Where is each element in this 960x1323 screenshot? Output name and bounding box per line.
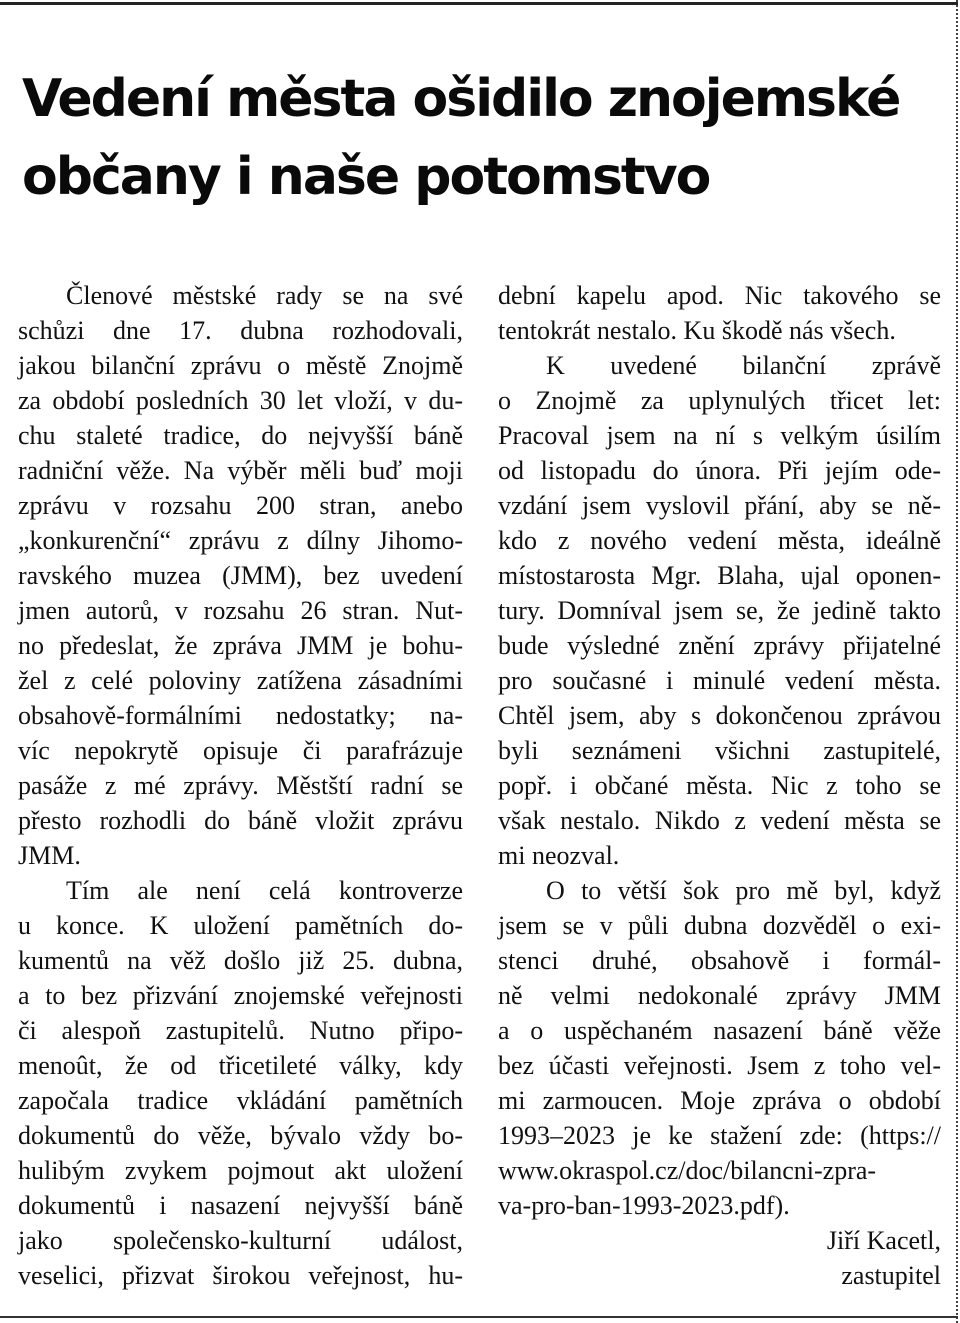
text-line: no předeslat, že zpráva JMM je bohu- [18, 631, 463, 660]
text-line: žel z celé poloviny zatížena zásadními [18, 666, 463, 695]
text-line: dokumentů do věže, bývalo vždy bo- [18, 1121, 463, 1150]
bottom-border-rule [0, 1316, 958, 1318]
top-border-rule [0, 2, 958, 5]
text-line: ravského muzea (JMM), bez uvedení [18, 561, 463, 590]
article-headline [22, 60, 942, 216]
text-line: menoût, že od třicetileté války, kdy [18, 1051, 463, 1080]
text-line: jmen autorů, v rozsahu 26 stran. Nut- [18, 596, 463, 625]
text-line: JMM. [18, 841, 81, 870]
text-line: mi zarmoucen. Moje zpráva o období [498, 1086, 941, 1115]
text-line: od listopadu do února. Při jejím ode- [498, 456, 941, 485]
text-line: kdo z nového vedení města, ideálně [498, 526, 941, 555]
text-line: K uvedené bilanční zprávě [546, 351, 941, 380]
text-line: chu staleté tradice, do nejvyšší báně [18, 421, 463, 450]
article-column-right [498, 278, 941, 1293]
text-line: dební kapelu apod. Nic takového se [498, 281, 941, 310]
right-dotted-rule [956, 0, 958, 1323]
text-line: Chtěl jsem, aby s dokončenou zprávou [498, 701, 941, 730]
text-line: započala tradice vkládání pamětních [18, 1086, 463, 1115]
text-line: va-pro-ban-1993-2023.pdf). [498, 1191, 790, 1220]
text-line: jakou bilanční zprávu o městě Znojmě [18, 351, 463, 380]
headline-line: Vedení města ošidilo znojemské [22, 69, 900, 129]
headline-line: občany i naše potomstvo [22, 147, 710, 207]
text-line: u konce. K uložení pamětních do- [18, 911, 463, 940]
article-column-left [18, 278, 463, 1293]
text-line: přesto rozhodli do báně vložit zprávu [18, 806, 463, 835]
text-line: 1993–2023 je ke stažení zde: (https:// [498, 1121, 941, 1150]
text-line: stenci druhé, obsahově i formál- [498, 946, 941, 975]
text-line: a o uspěchaném nasazení báně věže [498, 1016, 941, 1045]
text-line: schůzi dne 17. dubna rozhodovali, [18, 316, 463, 345]
author-name: Jiří Kacetl, [826, 1226, 941, 1255]
text-line: ně velmi nedokonalé zprávy JMM [498, 981, 941, 1010]
text-line: mi neozval. [498, 841, 620, 870]
text-line: víc nepokrytě opisuje či parafrázuje [18, 736, 463, 765]
text-line: o Znojmě za uplynulých třicet let: [498, 386, 941, 415]
text-line: hulibým zvykem pojmout akt uložení [18, 1156, 463, 1185]
text-line: Pracoval jsem na ní s velkým úsilím [498, 421, 941, 450]
text-line: jako společensko-kulturní událost, [18, 1226, 463, 1255]
text-line: byli seznámeni všichni zastupitelé, [498, 736, 941, 765]
text-line: popř. i občané města. Nic z toho se [498, 771, 941, 800]
text-line: veselici, přizvat širokou veřejnost, hu- [18, 1261, 463, 1290]
text-line: zprávu v rozsahu 200 stran, anebo [18, 491, 463, 520]
text-line: dokumentů i nasazení nejvyšší báně [18, 1191, 463, 1220]
text-line: místostarosta Mgr. Blaha, ujal oponen- [498, 561, 941, 590]
text-line: www.okraspol.cz/doc/bilancni-zpra- [498, 1156, 877, 1185]
text-line: tury. Domníval jsem se, že jedině takto [498, 596, 941, 625]
text-line: bez účasti veřejnosti. Jsem z toho vel- [498, 1051, 941, 1080]
text-line: pro současné i minulé vedení města. [498, 666, 941, 695]
text-line: však nestalo. Nikdo z vedení města se [498, 806, 941, 835]
text-line: radniční věže. Na výběr měli buď moji [18, 456, 463, 485]
text-line: „konkurenční“ zprávu z dílny Jihomo- [18, 526, 463, 555]
text-line: vzdání jsem vyslovil přání, aby se ně- [498, 491, 941, 520]
text-line: kumentů na věž došlo již 25. dubna, [18, 946, 463, 975]
text-line: tentokrát nestalo. Ku škodě nás všech. [498, 316, 896, 345]
text-line: bude výsledné znění zprávy přijatelné [498, 631, 941, 660]
text-line: či alespoň zastupitelů. Nutno připo- [18, 1016, 463, 1045]
text-line: za období posledních 30 let vloží, v du- [18, 386, 463, 415]
text-line: Členové městské rady se na své [66, 281, 463, 310]
text-line: obsahově-formálními nedostatky; na- [18, 701, 463, 730]
text-line: Tím ale není celá kontroverze [66, 876, 463, 905]
text-line: O to větší šok pro mě byl, když [546, 876, 941, 905]
author-role: zastupitel [841, 1261, 941, 1290]
text-line: a to bez přizvání znojemské veřejnosti [18, 981, 463, 1010]
text-line: pasáže z mé zprávy. Městští radní se [18, 771, 463, 800]
text-line: jsem se v půli dubna dozvěděl o exi- [498, 911, 941, 940]
